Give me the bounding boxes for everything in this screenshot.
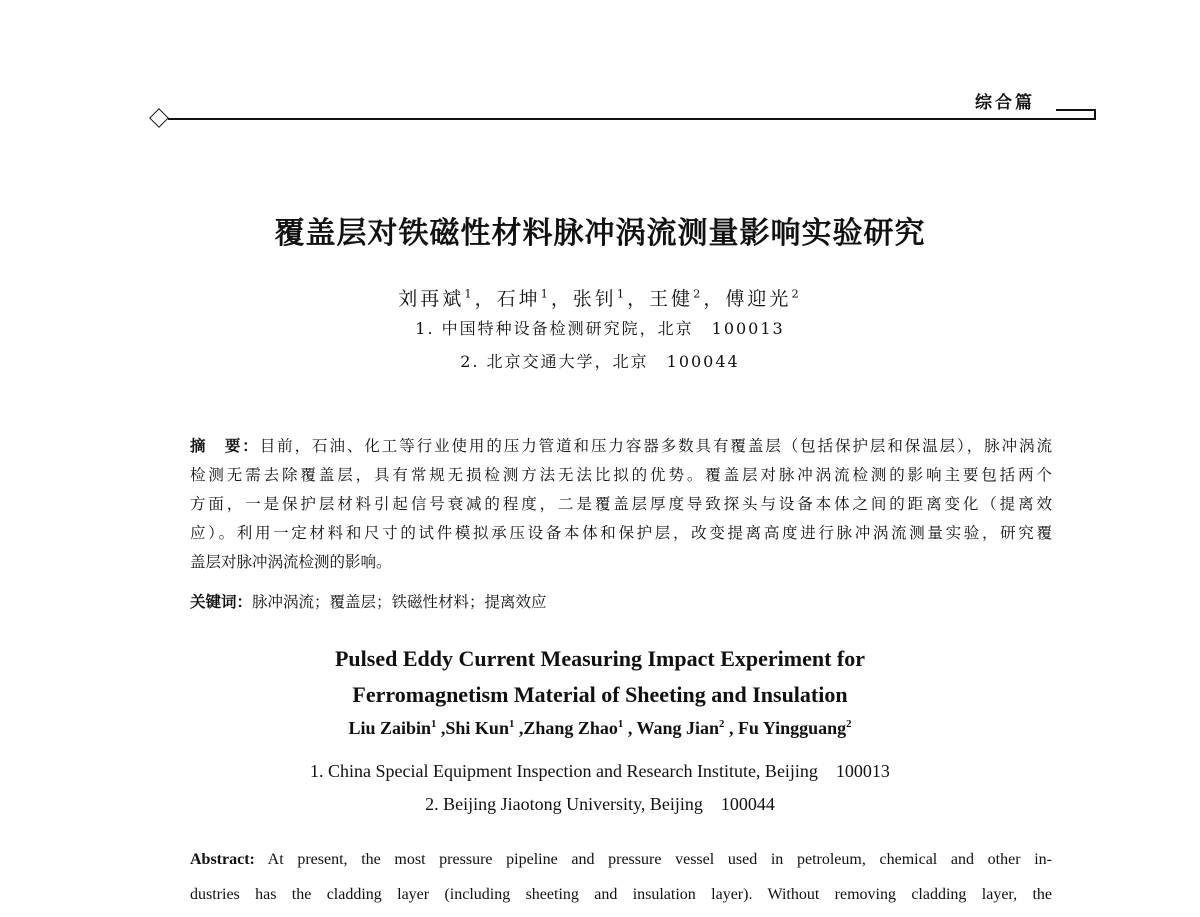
author: Shi Kun [445,718,509,738]
affiliation-en-2: 2. Beijing Jiaotong University, Beijing 100044 [425,794,775,814]
section-label: 综合篇 [975,93,1035,113]
authors-en: Liu Zaibin$^1$ ,Shi Kun$^1$ ,Zhang Zhao$^1$ , Wang Jian$^2$ , Fu Yingguang$^2$ [348,718,852,738]
abstract-cn-line: 方面，一是保护层材料引起信号衰减的程度，二是覆盖层厚度导致探头与设备本体之间的距离变化（提离效 [190,495,1052,513]
abstract-en-text: At present, the most pressure pipeline and pressure vessel used in petroleum, chemical and other in- [267,851,1052,868]
author-affiliation-mark: 2 [693,286,704,301]
author-affiliation-mark: 1 [431,718,437,730]
author: Fu Yingguang [737,718,847,738]
affiliation-en-1: 1. China Special Equipment Inspection and Research Institute, Beijing 100013 [310,761,890,781]
paper-title-cn: 覆盖层对铁磁性材料脉冲涡流测量影响实验研究 [274,216,926,251]
keywords-cn-text: 脉冲涡流；覆盖层；铁磁性材料；提离效应 [252,593,547,611]
affiliation-cn-2: 2. 北京交通大学，北京 100044 [460,352,740,371]
keywords-cn [190,590,547,612]
author: Wang Jian [636,718,720,738]
abstract-cn-text: 目前，石油、化工等行业使用的压力管道和压力容器多数具有覆盖层（包括保护层和保温层），脉冲涡流 [259,437,1052,455]
header-rule [168,118,1094,120]
keywords-cn-label: 关键词： [190,592,253,611]
author: 傅迎光 [725,288,792,310]
abstract-cn-line [190,434,1052,456]
author: 王健 [649,288,694,310]
author-affiliation-mark: 1 [540,286,551,301]
author-affiliation-mark: 2 [719,718,725,730]
affiliation-cn-1: 1. 中国特种设备检测研究院，北京 100013 [415,319,785,338]
header-rule-tick [1094,109,1096,120]
abstract-en-line [190,851,1052,869]
author-affiliation-mark: 1 [508,718,515,730]
author-affiliation-mark: 1 [617,718,624,730]
author: 张钊 [572,288,617,310]
abstract-cn-label: 摘 要： [190,436,260,455]
abstract-cn-line: 盖层对脉冲涡流检测的影响。 [190,553,392,571]
authors-cn: 刘再斌$^1$，石坤$^1$，张钊$^1$，王健$^2$，傅迎光$^2$ [398,286,802,310]
header-diamond-ornament [149,108,169,128]
author: 刘再斌 [398,288,465,310]
author: Zhang Zhao [523,718,618,738]
abstract-cn-line: 检测无需去除覆盖层，具有常规无损检测方法无法比拟的优势。覆盖层对脉冲涡流检测的影响主要包括两个 [190,466,1052,484]
author-affiliation-mark: 2 [791,286,802,301]
abstract-en-label: Abstract: [190,851,255,868]
header-rule-step [1056,109,1096,111]
abstract-en-line: dustries has the cladding layer (including sheeting and insulation layer). Without removing cladding layer, the [190,886,1052,903]
author-affiliation-mark: 1 [464,286,475,301]
paper-title-en-line-2: Ferromagnetism Material of Sheeting and Insulation [352,682,848,707]
paper-title-en-line-1: Pulsed Eddy Current Measuring Impact Experiment for [334,646,866,671]
abstract-cn-line: 应）。利用一定材料和尺寸的试件模拟承压设备本体和保护层，改变提离高度进行脉冲涡流测量实验，研究覆 [190,524,1052,542]
author: 石坤 [496,288,541,310]
author-affiliation-mark: 2 [846,718,852,730]
author-affiliation-mark: 1 [616,286,628,301]
author: Liu Zaibin [348,718,431,738]
